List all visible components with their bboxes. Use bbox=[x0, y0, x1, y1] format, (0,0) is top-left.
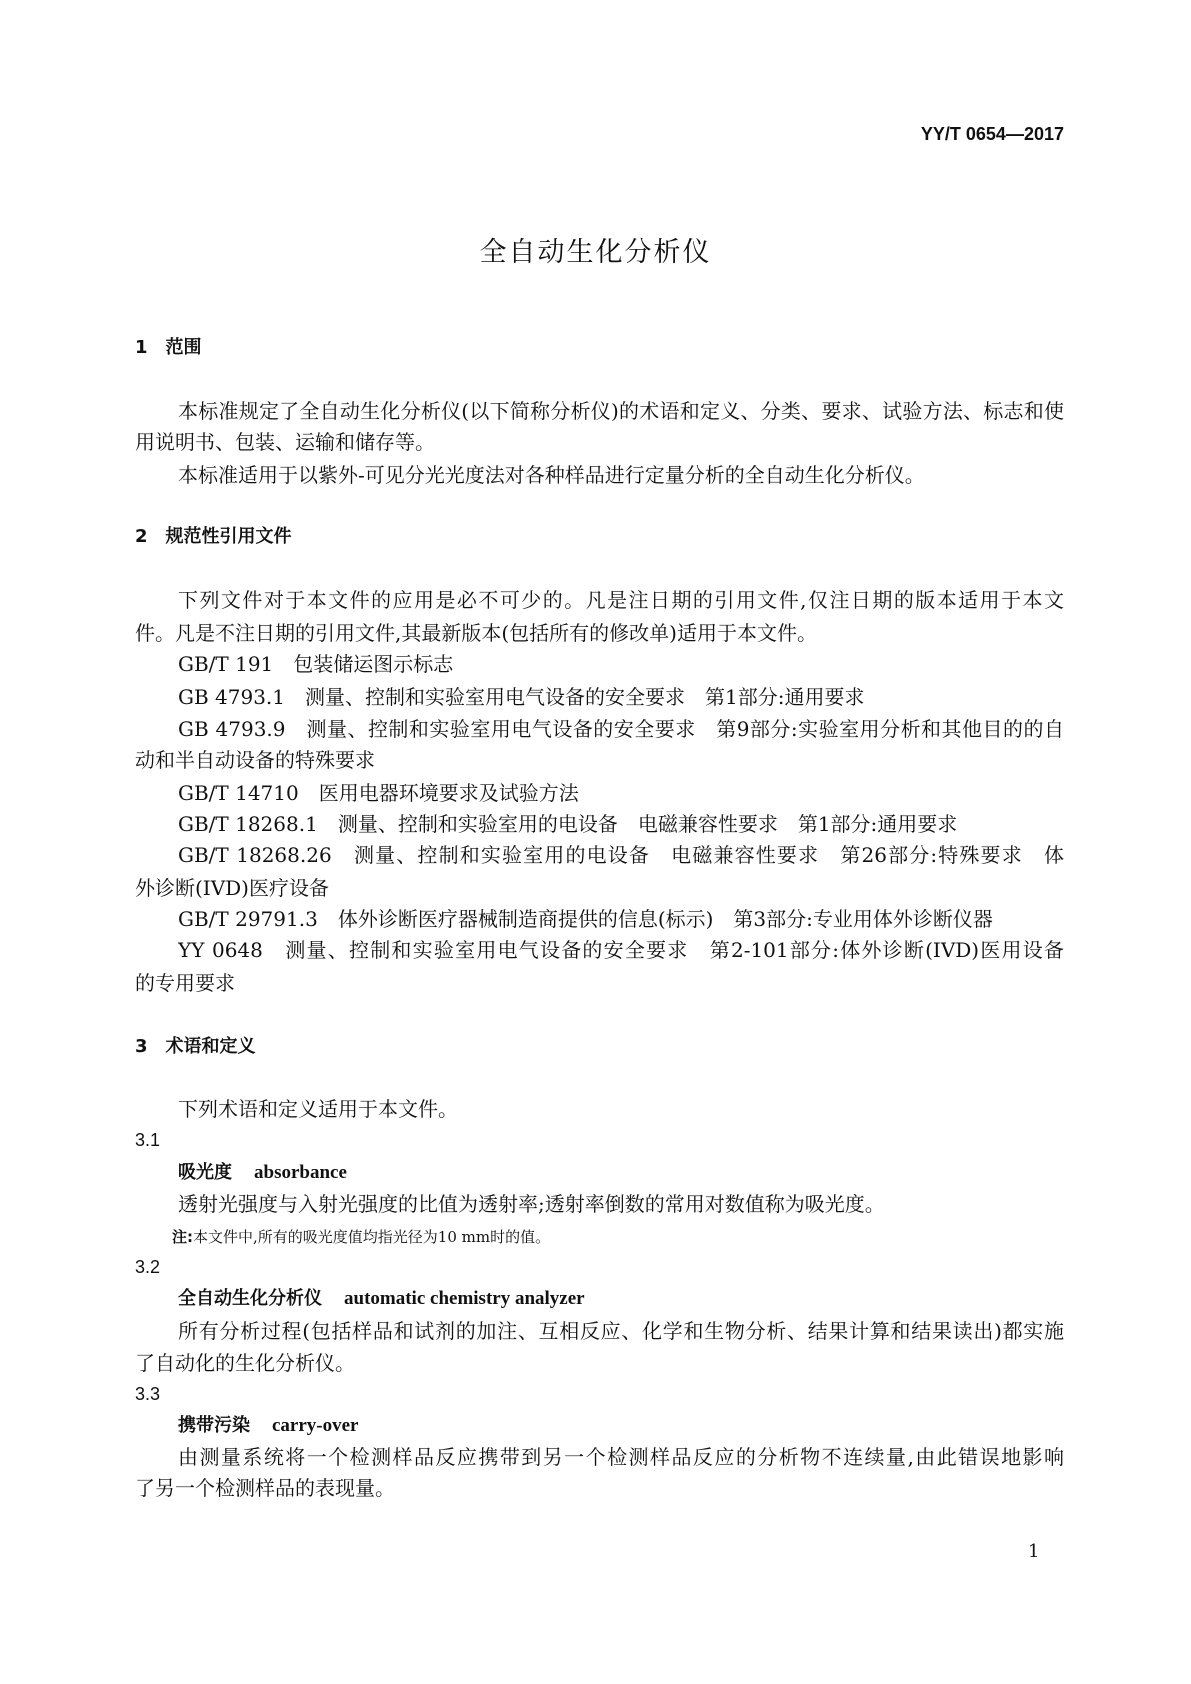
term-definition-cont: 了自动化的生化分析仪。 bbox=[135, 1351, 355, 1375]
paragraph-line: 下列文件对于本文件的应用是必不可少的。凡是注日期的引用文件,仅注日期的版本适用于本文 bbox=[178, 588, 1064, 612]
term-en: carry-over bbox=[272, 1415, 359, 1436]
term-en: absorbance bbox=[254, 1162, 347, 1183]
section-1-heading: 1 范围 bbox=[135, 337, 202, 358]
section-2-heading: 2 规范性引用文件 bbox=[135, 526, 292, 547]
reference-item: GB/T 18268.26 测量、控制和实验室用的电设备 电磁兼容性要求 第26部分:特殊要求 体 bbox=[178, 843, 1064, 867]
paragraph-line: 下列术语和定义适用于本文件。 bbox=[178, 1097, 458, 1121]
term-definition-cont: 了另一个检测样品的表现量。 bbox=[135, 1476, 395, 1500]
reference-item-cont: 的专用要求 bbox=[135, 971, 235, 995]
paragraph-line: 本标准适用于以紫外-可见分光光度法对各种样品进行定量分析的全自动生化分析仪。 bbox=[178, 463, 925, 487]
term-en: automatic chemistry analyzer bbox=[344, 1288, 585, 1309]
term-number: 3.1 bbox=[135, 1130, 161, 1150]
term-number: 3.2 bbox=[135, 1257, 161, 1277]
term-zh: 全自动生化分析仪 bbox=[178, 1288, 322, 1309]
note-text: 本文件中,所有的吸光度值均指光径为10 mm时的值。 bbox=[193, 1228, 551, 1246]
reference-item: GB/T 18268.1 测量、控制和实验室用的电设备 电磁兼容性要求 第1部分:通用要求 bbox=[178, 812, 958, 836]
reference-item-cont: 动和半自动设备的特殊要求 bbox=[135, 748, 375, 772]
term-definition: 由测量系统将一个检测样品反应携带到另一个检测样品反应的分析物不连续量,由此错误地影响 bbox=[178, 1445, 1064, 1469]
term-heading bbox=[178, 1158, 1064, 1188]
paragraph-line: 件。凡是不注日期的引用文件,其最新版本(包括所有的修改单)适用于本文件。 bbox=[135, 621, 817, 645]
reference-item: YY 0648 测量、控制和实验室用电气设备的安全要求 第2-101部分:体外诊断(IVD)医用设备 bbox=[178, 938, 1064, 962]
reference-item: GB 4793.9 测量、控制和实验室用电气设备的安全要求 第9部分:实验室用分析和其他目的的自 bbox=[178, 717, 1064, 741]
term-heading bbox=[178, 1284, 1064, 1314]
section-3-heading: 3 术语和定义 bbox=[135, 1036, 256, 1057]
note-label: 注: bbox=[172, 1228, 193, 1246]
term-zh: 携带污染 bbox=[178, 1415, 250, 1436]
reference-item: GB/T 191 包装储运图示标志 bbox=[178, 652, 454, 676]
term-definition: 所有分析过程(包括样品和试剂的加注、互相反应、化学和生物分析、结果计算和结果读出)都实施 bbox=[178, 1319, 1064, 1343]
term-heading bbox=[178, 1411, 1064, 1441]
standard-code: YY/T 0654—2017 bbox=[920, 124, 1064, 144]
term-zh: 吸光度 bbox=[178, 1162, 232, 1183]
document-title: 全自动生化分析仪 bbox=[479, 237, 712, 268]
reference-item: GB/T 29791.3 体外诊断医疗器械制造商提供的信息(标示) 第3部分:专业用体外诊断仪器 bbox=[178, 907, 993, 931]
reference-item-cont: 外诊断(IVD)医疗设备 bbox=[135, 876, 329, 900]
page-number: 1 bbox=[1028, 1541, 1040, 1562]
term-definition: 透射光强度与入射光强度的比值为透射率;透射率倒数的常用对数值称为吸光度。 bbox=[178, 1192, 885, 1216]
paragraph-line: 本标准规定了全自动生化分析仪(以下简称分析仪)的术语和定义、分类、要求、试验方法、标志和使 bbox=[178, 399, 1064, 423]
reference-item: GB/T 14710 医用电器环境要求及试验方法 bbox=[178, 781, 579, 805]
term-number: 3.3 bbox=[135, 1384, 161, 1404]
term-note bbox=[172, 1222, 1101, 1252]
reference-item: GB 4793.1 测量、控制和实验室用电气设备的安全要求 第1部分:通用要求 bbox=[178, 685, 865, 709]
paragraph-line: 用说明书、包装、运输和储存等。 bbox=[135, 430, 435, 454]
